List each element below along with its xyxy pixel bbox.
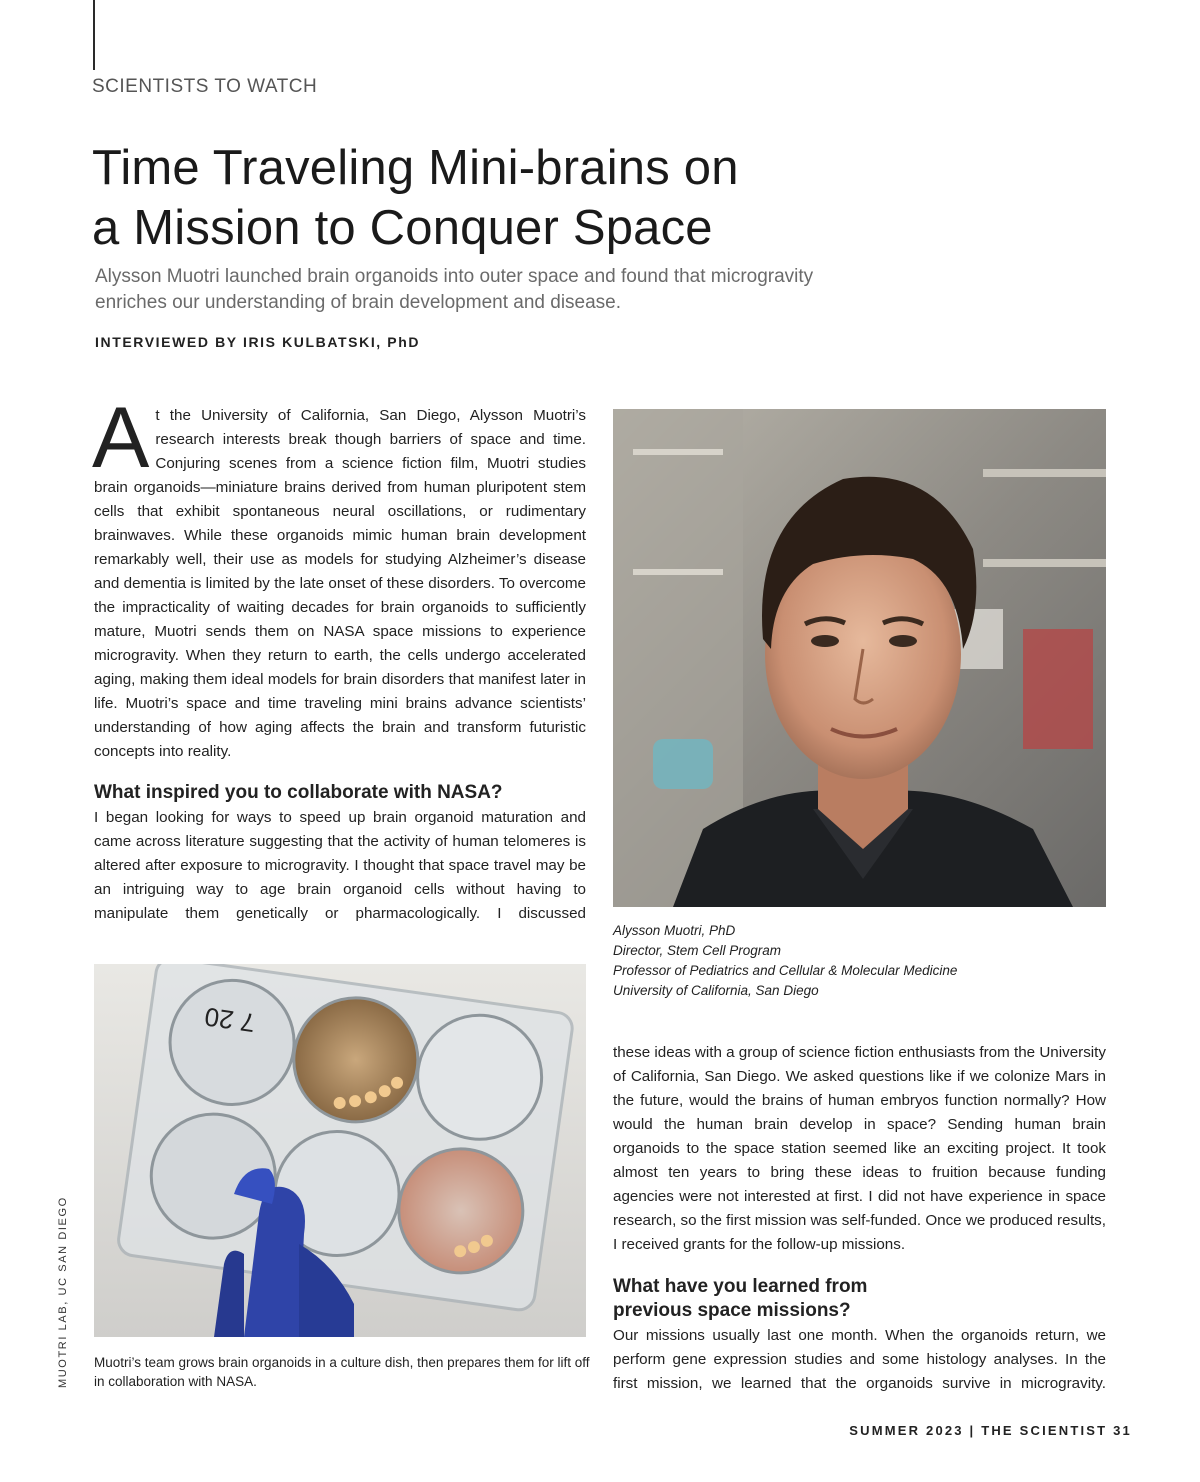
section-label: SCIENTISTS TO WATCH xyxy=(92,76,318,97)
culture-dish-illustration xyxy=(94,964,586,1337)
intro-text: t the University of California, San Diego, Alysson Muotri’s research interests break though barriers of space and time. Conjuring scenes from a science fiction film, Muotri studies brain organoids—miniature brains derived from human pluripotent stem cells that exhibit spontaneous neural oscillations, or rudimentary brainwaves. While these organoids mimic human brain development remarkably well, their use as models for studying Alzheimer’s disease and dementia is limited by the late onset of these disorders. To overcome the impracticality of waiting decades for brain organoids to sufficiently mature, Muotri sends them on NASA space missions to experience microgravity. When they return to earth, the cells undergo accelerated aging, making them ideal models for brain disorders that manifest later in life. Muotri’s space and time traveling mini brains advance scientists’ understanding of how aging affects the brain and transform futuristic concepts into reality. xyxy=(94,407,586,760)
question-2-heading xyxy=(613,1275,1013,1323)
page-footer xyxy=(849,1423,1132,1438)
culture-dish-photo xyxy=(94,964,586,1337)
question-1 xyxy=(94,781,594,805)
page-number: 31 xyxy=(1113,1423,1132,1438)
byline: INTERVIEWED BY IRIS KULBATSKI, PhD xyxy=(95,334,421,350)
answer-1-part-1: I began looking for ways to speed up brain organoid maturation and came across literature suggesting that the activity of human telomeres is altered after exposure to microgravity. I thought that space travel may be an intriguing way to age brain organoid cells without having to manipulate them genetically or pharmacologically. I discussed xyxy=(94,809,586,922)
answer-1-column xyxy=(94,806,586,926)
dish-caption: Muotri’s team grows brain organoids in a culture dish, then prepares them for lift off in collaboration with NASA. xyxy=(94,1355,590,1389)
caption-role-1: Director, Stem Cell Program xyxy=(613,943,782,958)
caption-role-2: Professor of Pediatrics and Cellular & Molecular Medicine xyxy=(613,963,958,978)
answer-1-part-2: these ideas with a group of science fiction enthusiasts from the University of California, San Diego. We asked questions like if we colonize Mars in the future, would the brains of human embryos function normally? How would the human brain develop in space? Sending human brain organoids to the space station seemed like an exciting project. It took almost ten years to bring these ideas to fruition because funding agencies were not interested at first. I did not have experience in space research, so the first mission was self-funded. Once we produced results, I received grants for the follow-up missions. xyxy=(613,1044,1106,1253)
question-2 xyxy=(613,1275,1013,1323)
photo-credit: MUOTRI LAB, UC SAN DIEGO xyxy=(57,1196,69,1388)
title-line-2: a Mission to Conquer Space xyxy=(92,201,713,255)
portrait-photo xyxy=(613,409,1106,907)
intro-column xyxy=(92,390,586,764)
answer-2: Our missions usually last one month. When the organoids return, we perform gene expression studies and some histology analyses. In the first mission, we learned that the organoids survive in microgravity. xyxy=(613,1327,1106,1392)
portrait-caption xyxy=(613,921,1113,1001)
article-dek: Alysson Muotri launched brain organoids into outer space and found that microgravity enriches our understanding of brain development and disease. xyxy=(95,266,814,313)
article-title xyxy=(92,138,992,258)
footer-text: SUMMER 2023 | THE SCIENTIST xyxy=(849,1423,1108,1438)
portrait-illustration xyxy=(613,409,1106,907)
top-rule xyxy=(93,0,95,70)
question-2-line-2: previous space missions? xyxy=(613,1300,851,1321)
dish-handwriting: 7 20 xyxy=(202,1001,258,1039)
answer-1-continuation xyxy=(613,1041,1106,1257)
drop-cap: A xyxy=(92,390,150,486)
caption-name: Alysson Muotri, PhD xyxy=(613,923,736,938)
question-2-line-1: What have you learned from xyxy=(613,1276,868,1297)
caption-org: University of California, San Diego xyxy=(613,983,819,998)
intro-paragraph xyxy=(92,390,586,764)
answer-2-column xyxy=(613,1324,1106,1396)
title-line-1: Time Traveling Mini-brains on xyxy=(92,141,739,195)
question-1-heading: What inspired you to collaborate with NASA? xyxy=(94,782,503,803)
